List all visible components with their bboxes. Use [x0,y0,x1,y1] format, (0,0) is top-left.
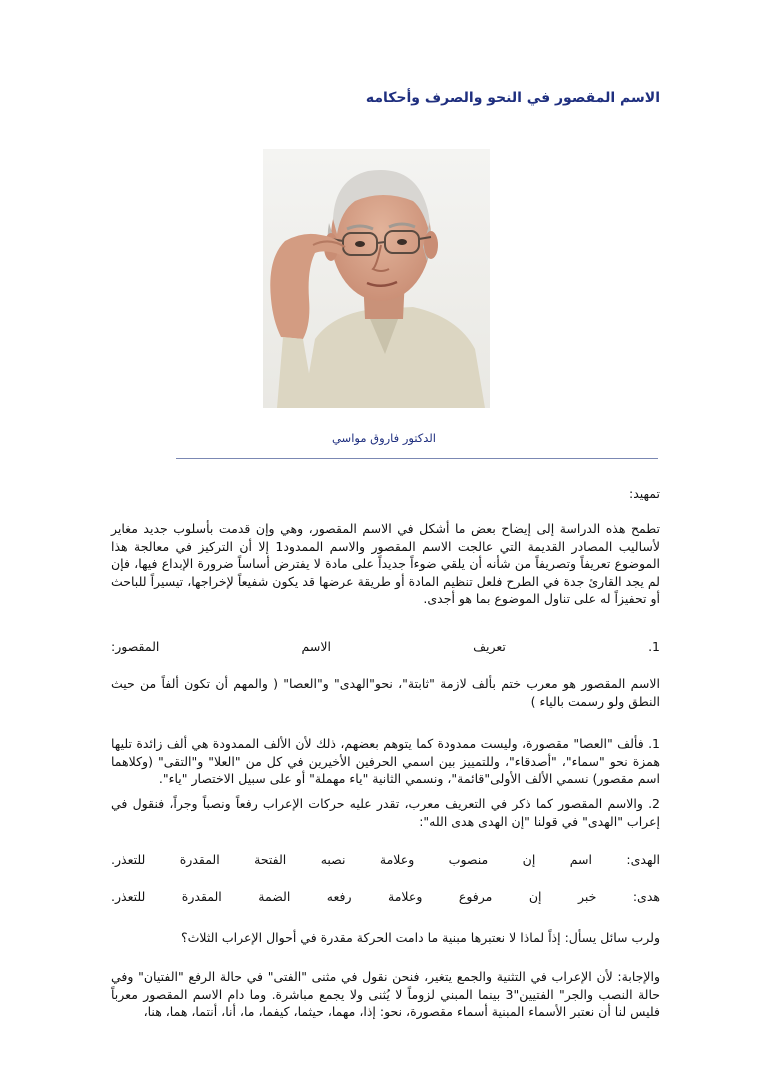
intro-paragraph: تطمح هذه الدراسة إلى إيضاح بعض ما أشكل في الاسم المقصور، وهي وإن قدمت بأسلوب جديد مغاير لأساليب المصادر القديمة التي عالجت الاسم المقصور والاسم الممدود1 إلا أن التركيز في معالجة هذا الموضوع تعريفاً وتصريفاً من شأنه أن يلقي ضوءاً جديداً على مادة لا يفترض أساساً ضرورة الإبداع فيها، فإن لم يجد القارئ جدة في الطرح فلعل تنظيم المادة أو طريقة عرضها قد يكون شفيعاً لإخراجها، تيسيراً للباحث أو تحفيزاً له على تناول الموضوع بما هو أجدى. [111,521,660,606]
point-two-paragraph: 2. والاسم المقصور كما ذكر في التعريف معرب، تقدر عليه حركات الإعراب رفعاً ونصباً وجراً، فنقول في إعراب "الهدى" في قولنا "إن الهدى هدى الله": [111,796,660,829]
question-paragraph: ولرب سائل يسأل: إذاً لماذا لا نعتبرها مبنية ما دامت الحركة مقدرة في أحوال الإعراب الثلاث؟ [181,930,660,945]
parse-line-two: هدى: خبر إن مرفوع وعلامة رفعه الضمة المقدرة للتعذر. [111,889,660,904]
author-caption: الدكتور فاروق مواسي [331,431,437,445]
intro-heading: تمهيد: [628,486,660,501]
article-title: الاسم المقصور في النحو والصرف وأحكامه [365,90,660,106]
answer-paragraph: والإجابة: لأن الإعراب في التثنية والجمع يتغير، فنحن نقول في مثنى "الفتى" في حالة الرفع "الفتيان" وفي حالة النصب والجر" الفتيين"3 بينما المبني لزوماً لا يُثنى ولا يجمع مباشرة. وما دام الاسم المقصور معرباً فليس لنا أن نعتبر الأسماء المبنية أسماء مقصورة، نحو: إذا، مهما، حيثما، كيفما، ما، أنا، أنتما، هما، هنا، [111,969,660,1019]
definition-paragraph: الاسم المقصور هو معرب ختم بألف لازمة "ثابتة"، نحو"الهدى" و"العصا" ( والمهم أن تكون ألفاً من حيث النطق ولو رسمت بالياء ) [111,676,660,709]
section-heading: 1. تعريف الاسم المقصور: [111,639,660,654]
point-one-paragraph: 1. فألف "العصا" مقصورة، وليست ممدودة كما يتوهم بعضهم، ذلك لأن الألف الممدودة هي ألف زائدة تليها همزة نحو "سماء"، "أصدقاء"، وللتمييز بين اسمي الحرفين الأخيرين في كل من "العلا" و"التقى" (وكلاهما اسم مقصور) نسمي الألف الأولى"قائمة"، ونسمي الثانية "ياء مهملة" أو على سبيل الاختصار "ياء". [111,736,660,786]
divider [176,458,658,459]
author-portrait [263,149,490,408]
parse-line-one: الهدى: اسم إن منصوب وعلامة نصبه الفتحة المقدرة للتعذر. [111,852,660,867]
